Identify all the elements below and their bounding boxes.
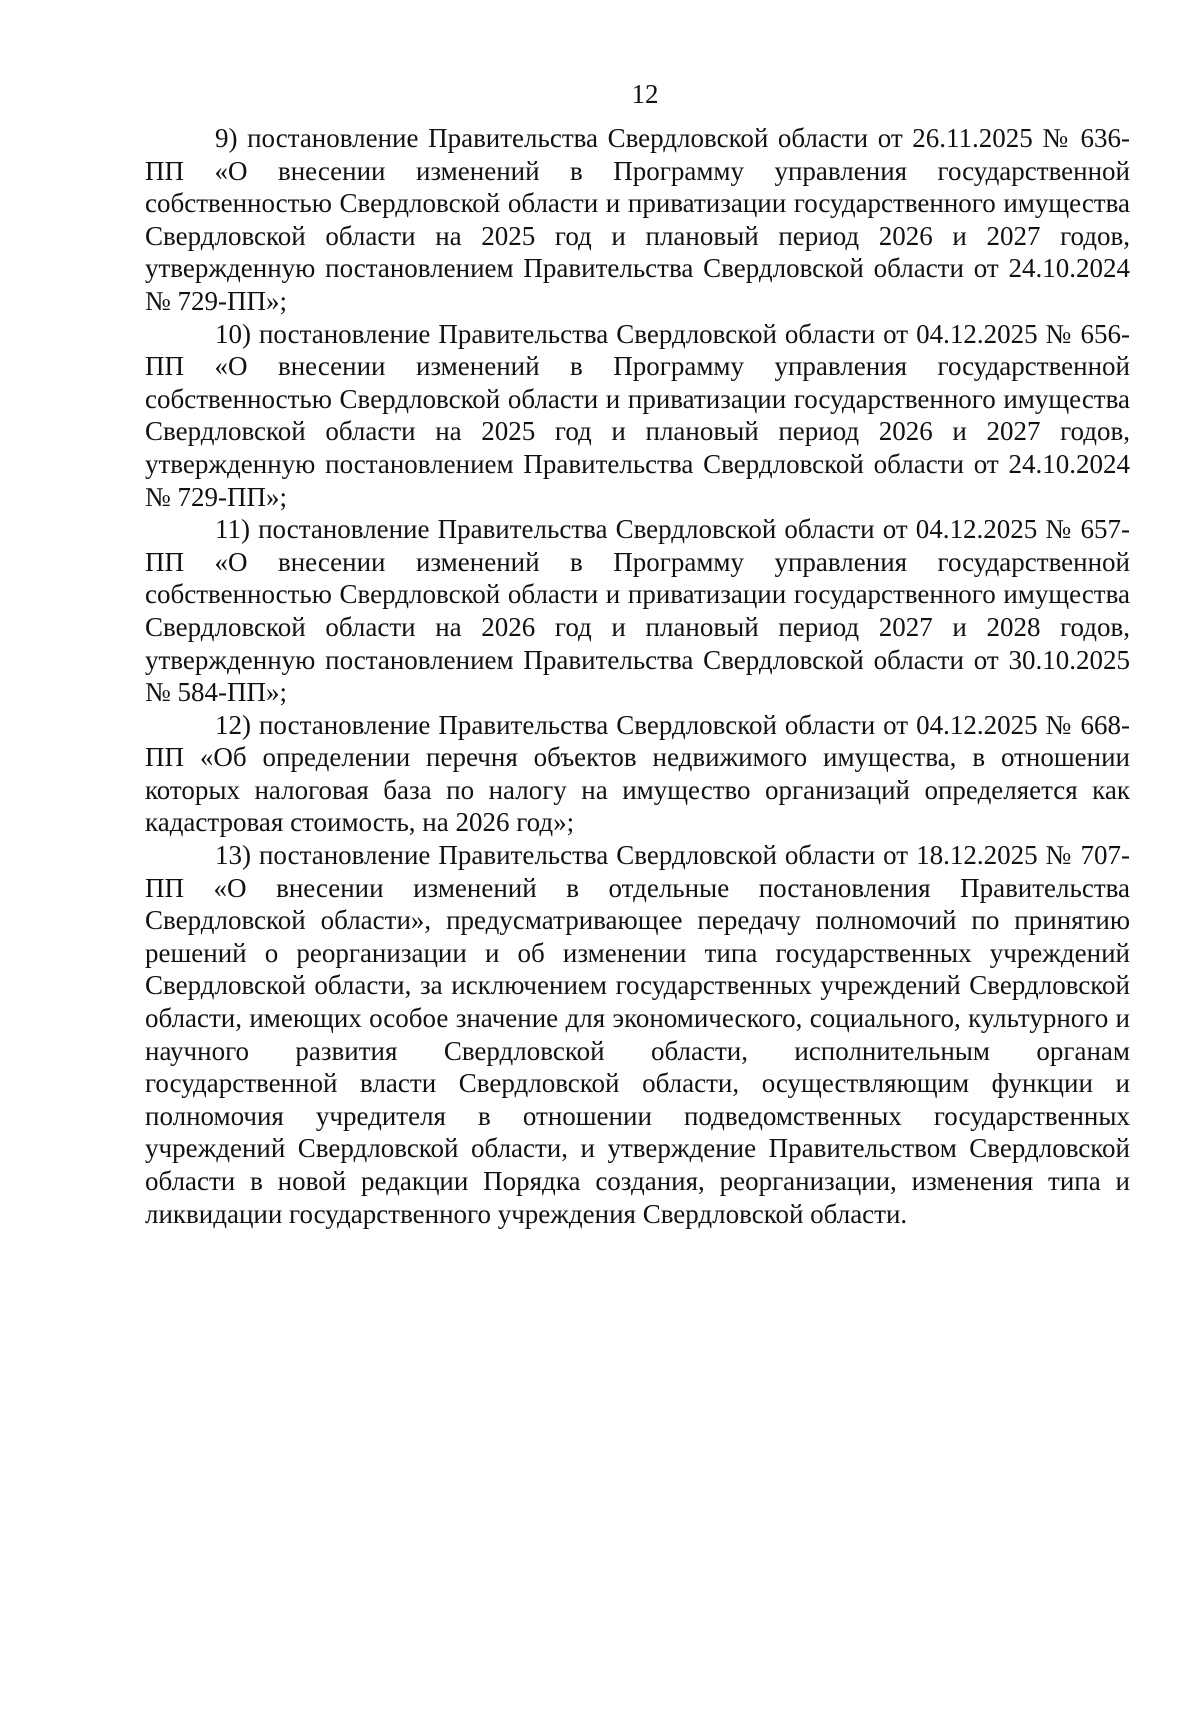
list-item-11 [145,513,1130,709]
list-item-10 [145,318,1130,514]
document-body [145,122,1130,1230]
item-text: постановление Правительства Свердловской области от 04.12.2025 № 656-ПП «О внесении изменений в Программу управления государственной собственностью Свердловской области и приватизации государственного имущества Свердловской области на 2025 год и плановый период 2026 и 2027 годов, утвержденную постановлением Правительства Свердловской области от 24.10.2024 № 729-ПП»; [145,318,1131,512]
page-number: 12 [631,79,659,109]
list-item-12 [145,709,1130,839]
list-item-13 [145,839,1130,1230]
list-item-9 [145,122,1130,318]
item-text: постановление Правительства Свердловской области от 26.11.2025 № 636-ПП «О внесении изменений в Программу управления государственной собственностью Свердловской области и приватизации государственного имущества Свердловской области на 2025 год и плановый период 2026 и 2027 годов, утвержденную постановлением Правительства Свердловской области от 24.10.2024 № 729-ПП»; [145,123,1131,316]
item-number: 13) [215,840,251,871]
item-number: 11) [215,514,250,545]
item-number: 9) [215,123,238,153]
item-text: постановление Правительства Свердловской области от 04.12.2025 № 657-ПП «О внесении изменений в Программу управления государственной собственностью Свердловской области и приватизации государственного имущества Свердловской области на 2026 год и плановый период 2027 и 2028 годов, утвержденную постановлением Правительства Свердловской области от 30.10.2025 № 584-ПП»; [145,514,1131,708]
item-number: 10) [215,318,251,349]
item-text: постановление Правительства Свердловской области от 04.12.2025 № 668-ПП «Об определении перечня объектов недвижимого имущества, в отношении которых налоговая база по налогу на имущество организаций определяется как кадастровая стоимость, на 2026 год»; [145,709,1131,838]
item-number: 12) [215,709,251,740]
item-text: постановление Правительства Свердловской области от 18.12.2025 № 707-ПП «О внесении изменений в отдельные постановления Правительства Свердловской области», предусматривающее передачу полномочий по принятию решений о реорганизации и об изменении типа государственных учреждений Свердловской области, за исключением государственных учреждений Свердловской области, имеющих особое значение для экономического, социального, культурного и научного развития Свердловской области, исполнительным органам государственной власти Свердловской области, осуществляющим функции и полномочия учредителя в отношении подведомственных государственных учреждений Свердловской области, и утверждение Правительством Свердловской области в новой редакции Порядка создания, реорганизации, изменения типа и ликвидации государственного учреждения Свердловской области. [145,840,1131,1229]
